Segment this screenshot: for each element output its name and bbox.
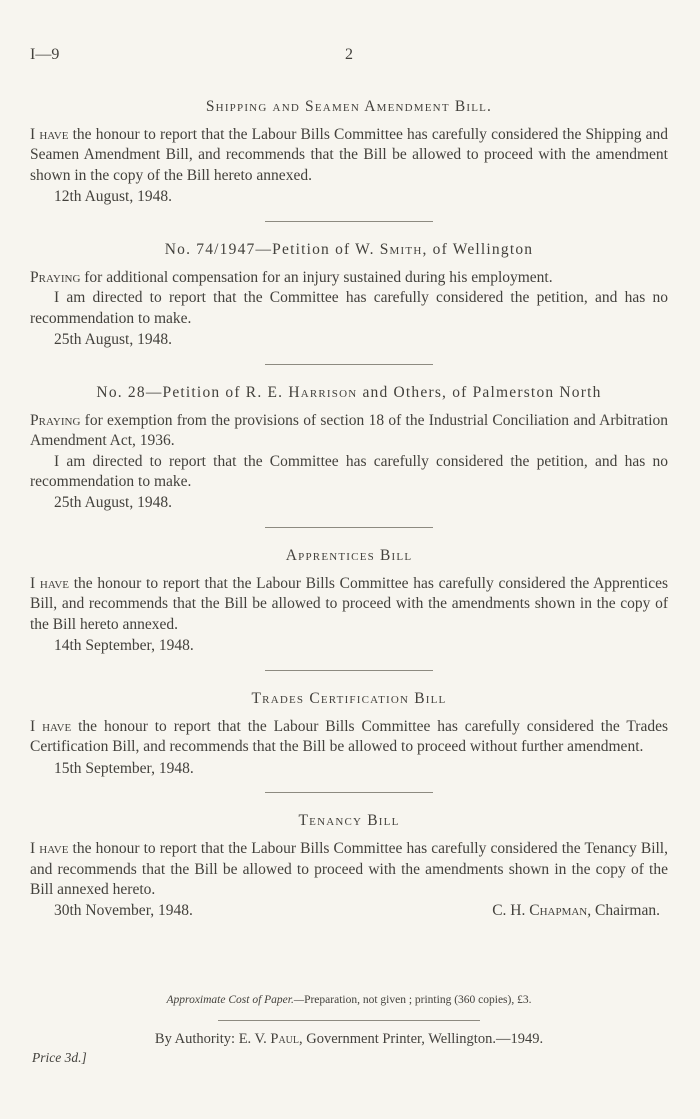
date-line: 25th August, 1948.: [54, 331, 172, 349]
date-line: 25th August, 1948.: [54, 494, 172, 512]
section-divider: [265, 792, 433, 793]
section-tenancy-bill: [30, 812, 668, 922]
report-paragraph: I am directed to report that the Committee has carefully considered the petition, and has no recommendation to make.: [30, 289, 668, 327]
footer-divider: [218, 1020, 480, 1021]
section-heading: Trades Certification Bill: [251, 689, 447, 707]
cost-of-paper-note: Approximate Cost of Paper.—Preparation, not given ; printing (360 copies), £3.: [166, 993, 532, 1006]
authority-imprint: By Authority: E. V. Paul, Government Printer, Wellington.—1949.: [154, 1030, 544, 1047]
price-note: Price 3d.]: [32, 1049, 87, 1065]
section-heading: Apprentices Bill: [285, 546, 413, 564]
date-line: 14th September, 1948.: [54, 637, 194, 655]
date-signature-row: [30, 901, 668, 921]
section-petition-harrison: [30, 384, 668, 514]
section-apprentices-bill: [30, 547, 668, 657]
report-paragraph: I have the honour to report that the Labour Bills Committee has carefully considered the Trades Certification Bill, and recommends that the Bill be allowed to proceed without further amendment.: [30, 717, 668, 756]
section-divider: [265, 364, 433, 365]
section-heading: No. 74/1947—Petition of W. Smith, of Wellington: [164, 240, 534, 258]
date-line: 30th November, 1948.: [54, 902, 193, 920]
section-divider: [265, 221, 433, 222]
date-line: 15th September, 1948.: [54, 759, 194, 777]
section-heading: No. 28—Petition of R. E. Harrison and Others, of Palmerston North: [96, 383, 602, 401]
section-trades-certification-bill: [30, 690, 668, 779]
report-paragraph: Praying for additional compensation for an injury sustained during his employment.: [30, 268, 553, 286]
document-reference: I—9: [30, 46, 60, 63]
report-paragraph: I am directed to report that the Committee has carefully considered the petition, and has no recommendation to make.: [30, 452, 668, 490]
page-number: 2: [345, 46, 353, 63]
section-heading: Tenancy Bill: [298, 812, 400, 830]
section-shipping-seamen-amendment-bill: [30, 98, 668, 208]
section-petition-smith: [30, 241, 668, 351]
section-divider: [265, 670, 433, 671]
section-divider: [265, 527, 433, 528]
report-paragraph: I have the honour to report that the Labour Bills Committee has carefully considered the Apprentices Bill, and recommends that the Bill be allowed to proceed with the amendments shown in the copy of the Bill hereto annexed.: [30, 574, 668, 633]
page-header: [30, 46, 668, 64]
report-paragraph: I have the honour to report that the Labour Bills Committee has carefully considered the Shipping and Seamen Amendment Bill, and recommends that the Bill be allowed to proceed with the amendment shown in the copy of the Bill hereto annexed.: [30, 126, 668, 184]
report-paragraph: Praying for exemption from the provisions of section 18 of the Industrial Conciliation and Arbitration Amendment Act, 1936.: [30, 411, 668, 450]
date-line: 12th August, 1948.: [54, 188, 172, 206]
report-paragraph: I have the honour to report that the Labour Bills Committee has carefully considered the Tenancy Bill, and recommends that the Bill be allowed to proceed with the amendments shown in the copy of the Bill annexed hereto.: [30, 840, 668, 898]
chairman-signature: C. H. Chapman, Chairman.: [492, 902, 660, 920]
section-heading: Shipping and Seamen Amendment Bill.: [205, 98, 493, 115]
page-footer: [30, 994, 668, 1066]
